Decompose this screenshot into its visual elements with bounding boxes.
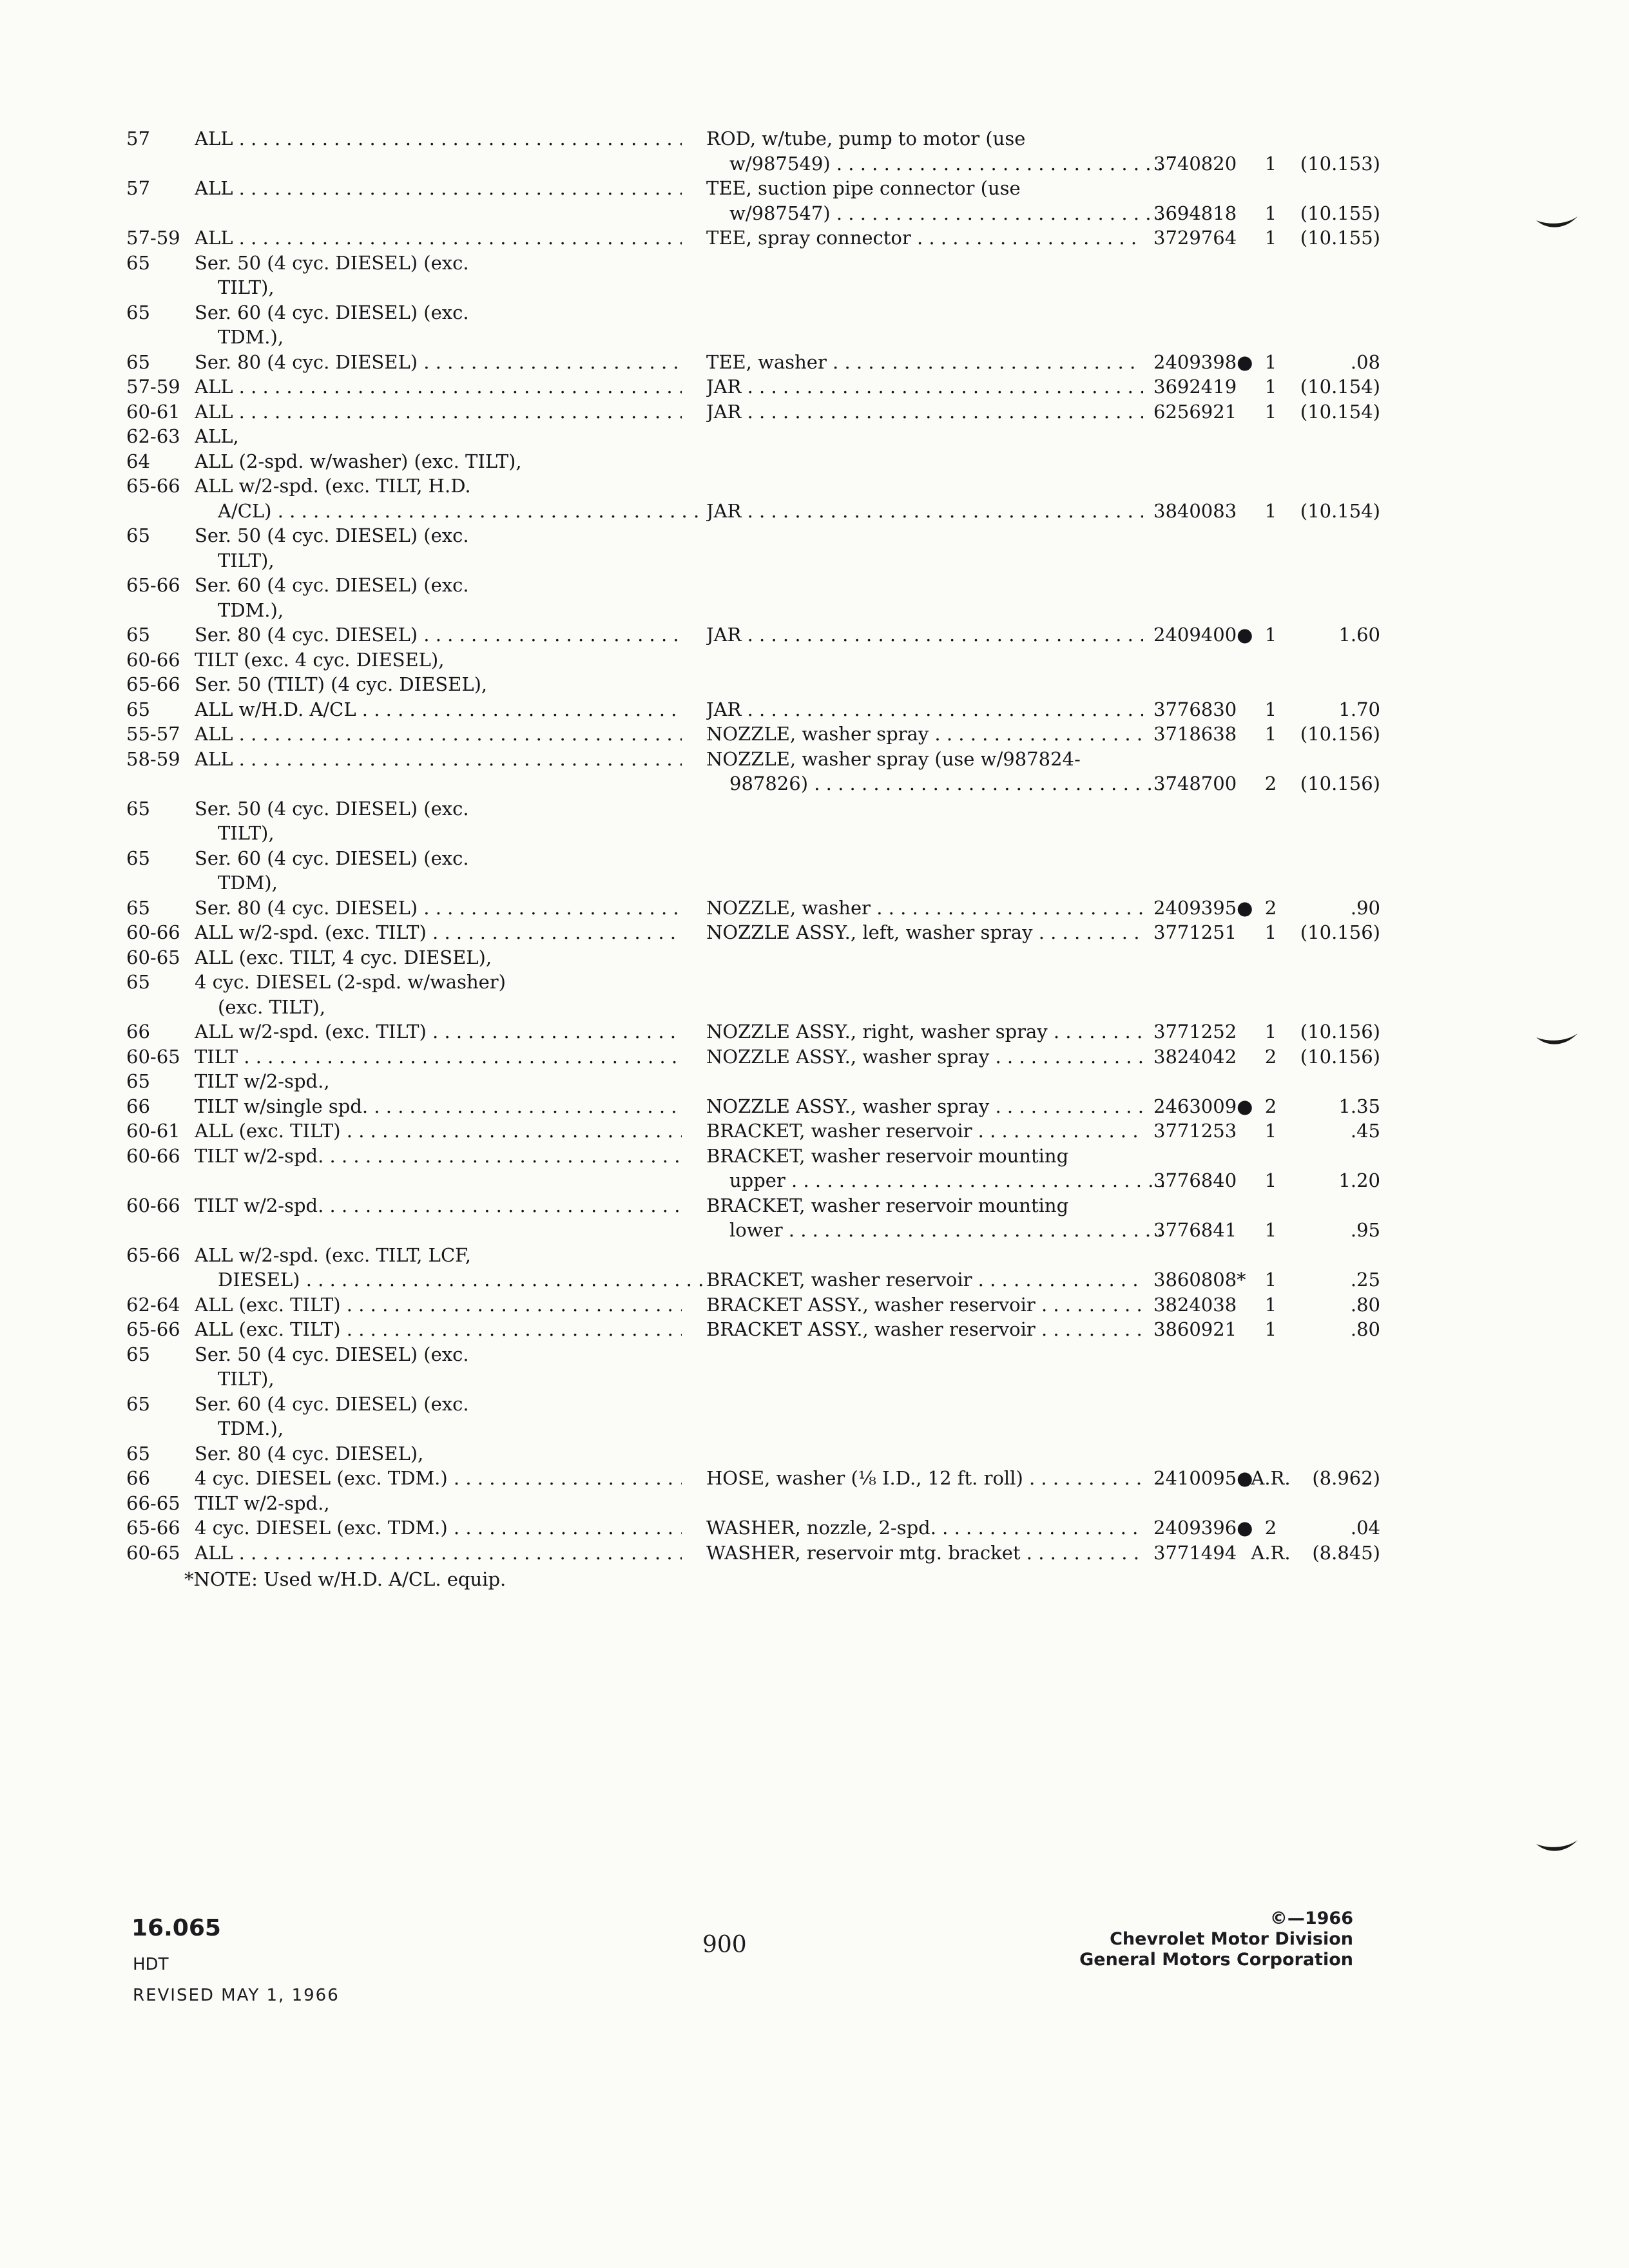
model-year: 65 — [126, 847, 150, 869]
part-description: 987826) . . . — [706, 771, 1166, 796]
table-row — [126, 1243, 1260, 1268]
part-number: 2409395● — [1153, 896, 1253, 919]
quantity: 1 — [1264, 1219, 1277, 1241]
application: TILT w/2-spd., — [195, 1070, 330, 1092]
table-row — [126, 1293, 1380, 1318]
application: TDM.), — [218, 599, 284, 621]
part-number: 3748700 — [1153, 773, 1237, 794]
section-number: 16.065 — [131, 1915, 221, 1941]
model-year: 57-59 — [126, 227, 180, 249]
table-row — [126, 251, 1260, 276]
price-or-group: 1.35 — [1338, 1095, 1380, 1117]
model-year: 60-66 — [126, 1194, 180, 1216]
part-number: 6256921 — [1153, 400, 1237, 423]
part-description: BRACKET, washer reservoir . . . — [706, 1267, 1143, 1293]
quantity: 1 — [1264, 1169, 1277, 1191]
application: TILT), — [218, 276, 275, 298]
part-description: BRACKET, washer reservoir . . . — [706, 1119, 1143, 1144]
price-or-group: (10.154) — [1300, 499, 1380, 522]
model-year: 65 — [126, 1392, 150, 1415]
part-description: w/987547) . . . — [706, 201, 1166, 226]
table-row — [126, 374, 1380, 399]
application: Ser. 60 (4 cyc. DIESEL) (exc. — [195, 574, 469, 596]
quantity: 1 — [1264, 1021, 1277, 1043]
application: ALL (2-spd. w/washer) (exc. TILT), — [195, 450, 522, 472]
table-row — [126, 821, 1260, 846]
model-year: 60-65 — [126, 1045, 180, 1068]
part-description: BRACKET, washer reservoir mounting — [706, 1144, 1069, 1167]
table-row — [126, 1267, 1380, 1293]
price-or-group: .80 — [1350, 1293, 1380, 1316]
quantity: 1 — [1264, 202, 1277, 224]
part-number: 3824038 — [1153, 1293, 1237, 1316]
quantity: 1 — [1264, 1269, 1277, 1291]
quantity: 1 — [1264, 400, 1277, 423]
model-year: 66 — [126, 1467, 150, 1489]
price-or-group: .95 — [1350, 1219, 1380, 1241]
application: Ser. 50 (4 cyc. DIESEL) (exc. — [195, 524, 469, 546]
application: TDM), — [218, 872, 278, 894]
application: Ser. 50 (4 cyc. DIESEL) (exc. — [195, 797, 469, 820]
application: Ser. 80 (4 cyc. DIESEL), — [195, 1442, 424, 1465]
table-row — [126, 1119, 1380, 1144]
application: ALL . . . — [195, 126, 682, 151]
price-or-group: (10.153) — [1300, 152, 1380, 175]
quantity: 1 — [1264, 351, 1277, 373]
model-year: 66 — [126, 1021, 150, 1043]
model-year: 57-59 — [126, 376, 180, 398]
part-description: TEE, washer . . . — [706, 350, 1143, 375]
model-year: 64 — [126, 450, 150, 472]
quantity: 1 — [1264, 227, 1277, 249]
part-number: 3771252 — [1153, 1021, 1237, 1043]
application: ALL w/H.D. A/CL . . . — [195, 697, 682, 722]
quantity: 1 — [1264, 152, 1277, 175]
application: Ser. 80 (4 cyc. DIESEL) . . . — [195, 622, 682, 648]
quantity: 1 — [1264, 499, 1277, 522]
model-year: 62-63 — [126, 425, 180, 447]
price-or-group: (10.156) — [1300, 773, 1380, 794]
table-row — [126, 870, 1260, 896]
part-description: NOZZLE ASSY., washer spray . . . — [706, 1094, 1143, 1119]
part-number: 3776840 — [1153, 1169, 1237, 1191]
part-number: 3740820 — [1153, 152, 1237, 175]
model-year: 65 — [126, 251, 150, 274]
table-row — [126, 1168, 1380, 1193]
application: ALL . . . — [195, 1541, 682, 1566]
application: TILT), — [218, 549, 275, 572]
application: A/CL) . . . — [195, 499, 705, 524]
application: ALL w/2-spd. (exc. TILT) . . . — [195, 920, 682, 945]
part-number: 3729764 — [1153, 227, 1237, 249]
model-year: 65 — [126, 698, 150, 720]
part-description: NOZZLE ASSY., left, washer spray . . . — [706, 920, 1143, 945]
part-description: upper . . . — [706, 1168, 1166, 1193]
part-description: BRACKET ASSY., washer reservoir . . . — [706, 1293, 1143, 1318]
part-number: 3692419 — [1153, 376, 1237, 398]
application: ALL . . . — [195, 226, 682, 251]
revision-date: REVISED MAY 1, 1966 — [133, 1986, 340, 2005]
model-year: 60-61 — [126, 1120, 180, 1142]
price-or-group: .80 — [1350, 1318, 1380, 1340]
table-row — [126, 126, 1260, 151]
model-year: 65-66 — [126, 1244, 180, 1266]
table-row — [126, 350, 1380, 375]
part-description: TEE, suction pipe connector (use — [706, 177, 1021, 199]
model-year: 66-65 — [126, 1492, 180, 1514]
table-row — [126, 474, 1260, 499]
application: Ser. 80 (4 cyc. DIESEL) . . . — [195, 350, 682, 375]
model-year: 65-66 — [126, 574, 180, 596]
application: TILT w/single spd. . . . — [195, 1094, 682, 1119]
model-year: 65 — [126, 1070, 150, 1092]
part-number: 2409398● — [1153, 351, 1253, 373]
part-description: ROD, w/tube, pump to motor (use — [706, 128, 1026, 149]
table-row — [126, 1019, 1380, 1044]
table-row — [126, 1441, 1260, 1466]
table-row — [126, 896, 1380, 921]
part-description: WASHER, nozzle, 2-spd. . . . — [706, 1515, 1143, 1541]
table-row — [126, 945, 1260, 970]
part-number: 3771253 — [1153, 1120, 1237, 1142]
part-number: 3840083 — [1153, 499, 1237, 522]
part-description: NOZZLE, washer . . . — [706, 896, 1143, 921]
model-year: 65 — [126, 1442, 150, 1465]
model-year: 60-65 — [126, 1541, 180, 1564]
table-row — [126, 226, 1380, 251]
binder-hole-mark-middle — [1535, 1031, 1579, 1050]
table-row — [126, 325, 1260, 350]
application: ALL . . . — [195, 722, 682, 747]
application: ALL w/2-spd. (exc. TILT) . . . — [195, 1019, 682, 1044]
table-row — [126, 1466, 1380, 1491]
table-row — [126, 622, 1380, 648]
table-row — [126, 648, 1260, 673]
copyright-block — [1079, 1908, 1353, 1970]
table-row — [126, 771, 1380, 796]
application: Ser. 60 (4 cyc. DIESEL) (exc. — [195, 847, 469, 869]
part-number: 3694818 — [1153, 202, 1237, 224]
application: ALL w/2-spd. (exc. TILT, H.D. — [195, 475, 471, 497]
price-or-group: .25 — [1350, 1269, 1380, 1291]
table-row — [126, 846, 1260, 871]
application: TILT w/2-spd., — [195, 1492, 330, 1514]
application: 4 cyc. DIESEL (exc. TDM.) . . . — [195, 1466, 682, 1491]
application: ALL . . . — [195, 747, 682, 772]
table-row — [126, 1317, 1380, 1342]
part-number: 3718638 — [1153, 723, 1237, 745]
part-number: 2409400● — [1153, 624, 1253, 646]
series-code: HDT — [133, 1955, 169, 1974]
model-year: 60-66 — [126, 921, 180, 943]
part-number: 3776830 — [1153, 698, 1237, 720]
table-row — [126, 151, 1380, 177]
table-row — [126, 722, 1380, 747]
model-year: 65 — [126, 351, 150, 373]
application: ALL . . . — [195, 374, 682, 399]
table-row — [126, 275, 1260, 300]
application: ALL (exc. TILT, 4 cyc. DIESEL), — [195, 946, 492, 968]
table-row — [126, 1541, 1380, 1566]
price-or-group: 1.20 — [1338, 1169, 1380, 1191]
table-row — [126, 796, 1260, 822]
price-or-group: (10.156) — [1300, 723, 1380, 745]
application: TDM.), — [218, 326, 284, 348]
table-row — [126, 201, 1380, 226]
part-description: NOZZLE, washer spray (use w/987824- — [706, 747, 1081, 770]
part-description: JAR . . . — [706, 374, 1143, 399]
application: Ser. 50 (TILT) (4 cyc. DIESEL), — [195, 673, 488, 695]
table-row — [126, 1367, 1260, 1392]
part-number: 3824042 — [1153, 1045, 1237, 1068]
table-row — [126, 1491, 1260, 1516]
table-row — [126, 399, 1380, 425]
table-row — [126, 499, 1380, 524]
application: 4 cyc. DIESEL (exc. TDM.) . . . — [195, 1515, 682, 1541]
model-year: 57 — [126, 128, 150, 149]
part-description: HOSE, washer (⅛ I.D., 12 ft. roll) . . . — [706, 1466, 1143, 1491]
table-row — [126, 1416, 1260, 1441]
division-name: Chevrolet Motor Division — [1110, 1929, 1353, 1949]
part-number: 2410095● — [1153, 1467, 1253, 1489]
price-or-group: (10.154) — [1300, 400, 1380, 423]
price-or-group: (10.156) — [1300, 921, 1380, 943]
table-row — [126, 1094, 1380, 1119]
model-year: 60-65 — [126, 946, 180, 968]
part-description: NOZZLE ASSY., washer spray . . . — [706, 1044, 1143, 1070]
catalog-rows — [126, 126, 1380, 1565]
application: Ser. 60 (4 cyc. DIESEL) (exc. — [195, 301, 469, 323]
part-description: NOZZLE ASSY., right, washer spray . . . — [706, 1019, 1143, 1044]
table-row — [126, 424, 1260, 449]
application: TILT), — [218, 1368, 275, 1390]
parts-catalog-table — [126, 126, 1380, 1592]
part-description: BRACKET ASSY., washer reservoir . . . — [706, 1317, 1143, 1342]
application: (exc. TILT), — [218, 995, 326, 1018]
binder-hole-mark-bottom — [1535, 1838, 1579, 1857]
page-number: 900 — [702, 1932, 747, 1958]
price-or-group: 1.60 — [1338, 624, 1380, 646]
application: ALL . . . — [195, 399, 682, 425]
part-description: WASHER, reservoir mtg. bracket . . . — [706, 1541, 1143, 1566]
price-or-group: (10.156) — [1300, 1045, 1380, 1068]
price-or-group: (8.962) — [1312, 1467, 1380, 1489]
part-description: JAR . . . — [706, 399, 1143, 425]
application: ALL (exc. TILT) . . . — [195, 1119, 682, 1144]
quantity: 2 — [1264, 896, 1277, 919]
application: TILT w/2-spd. . . . — [195, 1144, 682, 1169]
price-or-group: .90 — [1350, 896, 1380, 919]
table-row — [126, 920, 1380, 945]
copyright-line: ©—1966 — [1269, 1908, 1353, 1928]
model-year: 60-66 — [126, 648, 180, 671]
quantity: 1 — [1264, 1293, 1277, 1316]
model-year: 66 — [126, 1095, 150, 1117]
quantity: A.R. — [1251, 1541, 1291, 1564]
table-row — [126, 548, 1260, 573]
corporation-name: General Motors Corporation — [1079, 1950, 1353, 1970]
part-number: 2463009● — [1153, 1095, 1253, 1117]
price-or-group: .04 — [1350, 1517, 1380, 1539]
model-year: 58-59 — [126, 747, 180, 770]
model-year: 65 — [126, 1343, 150, 1365]
quantity: A.R. — [1251, 1467, 1291, 1489]
quantity: 2 — [1264, 1517, 1277, 1539]
model-year: 65-66 — [126, 1517, 180, 1539]
application: Ser. 50 (4 cyc. DIESEL) (exc. — [195, 1343, 469, 1365]
application: 4 cyc. DIESEL (2-spd. w/washer) — [195, 971, 506, 993]
part-description: NOZZLE, washer spray . . . — [706, 722, 1143, 747]
part-number: 3776841 — [1153, 1219, 1237, 1241]
quantity: 1 — [1264, 1120, 1277, 1142]
part-description: w/987549) . . . — [706, 151, 1166, 177]
application: DIESEL) . . . — [195, 1267, 705, 1293]
quantity: 1 — [1264, 698, 1277, 720]
table-row — [126, 1144, 1260, 1169]
price-or-group: (10.156) — [1300, 1021, 1380, 1043]
model-year: 65-66 — [126, 1318, 180, 1340]
model-year: 65-66 — [126, 475, 180, 497]
table-row — [126, 1515, 1380, 1541]
model-year: 65 — [126, 896, 150, 919]
price-or-group: (10.155) — [1300, 202, 1380, 224]
table-row — [126, 672, 1260, 697]
table-row — [126, 747, 1260, 772]
part-description: lower . . . — [706, 1218, 1166, 1243]
part-description: JAR . . . — [706, 499, 1143, 524]
quantity: 2 — [1264, 1095, 1277, 1117]
quantity: 1 — [1264, 376, 1277, 398]
model-year: 60-66 — [126, 1144, 180, 1167]
part-description: TEE, spray connector . . . — [706, 226, 1143, 251]
quantity: 2 — [1264, 773, 1277, 794]
table-row — [126, 523, 1260, 548]
footnote: *NOTE: Used w/H.D. A/CL. equip. — [184, 1568, 506, 1590]
table-row — [126, 573, 1260, 598]
application: TILT (exc. 4 cyc. DIESEL), — [195, 648, 445, 671]
part-number: 3771251 — [1153, 921, 1237, 943]
model-year: 65 — [126, 301, 150, 323]
model-year: 55-57 — [126, 723, 180, 745]
application: ALL (exc. TILT) . . . — [195, 1317, 682, 1342]
application: Ser. 80 (4 cyc. DIESEL) . . . — [195, 896, 682, 921]
quantity: 1 — [1264, 624, 1277, 646]
binder-hole-mark-top — [1535, 214, 1579, 233]
application: TDM.), — [218, 1418, 284, 1439]
quantity: 2 — [1264, 1045, 1277, 1068]
table-row — [126, 598, 1260, 623]
part-number: 3860808* — [1153, 1269, 1246, 1291]
quantity: 1 — [1264, 723, 1277, 745]
model-year: 65 — [126, 524, 150, 546]
model-year: 62-64 — [126, 1293, 180, 1316]
model-year: 60-61 — [126, 400, 180, 423]
table-row — [126, 449, 1260, 474]
table-row — [126, 970, 1260, 995]
part-number: 3771494 — [1153, 1541, 1237, 1564]
price-or-group: (10.154) — [1300, 376, 1380, 398]
part-description: JAR . . . — [706, 622, 1143, 648]
table-row — [126, 176, 1260, 201]
price-or-group: .45 — [1350, 1120, 1380, 1142]
application: Ser. 60 (4 cyc. DIESEL) (exc. — [195, 1392, 469, 1415]
price-or-group: (10.155) — [1300, 227, 1380, 249]
application: Ser. 50 (4 cyc. DIESEL) (exc. — [195, 251, 469, 274]
part-description: JAR . . . — [706, 697, 1143, 722]
quantity: 1 — [1264, 1318, 1277, 1340]
model-year: 65 — [126, 624, 150, 646]
model-year: 57 — [126, 177, 150, 199]
part-number: 2409396● — [1153, 1517, 1253, 1539]
model-year: 65 — [126, 797, 150, 820]
price-or-group: (8.845) — [1312, 1541, 1380, 1564]
application: ALL, — [195, 425, 239, 447]
table-row — [126, 1069, 1260, 1094]
application: ALL w/2-spd. (exc. TILT, LCF, — [195, 1244, 471, 1266]
table-row — [126, 995, 1260, 1020]
table-row — [126, 1218, 1380, 1243]
table-row — [126, 300, 1260, 325]
model-year: 65 — [126, 971, 150, 993]
price-or-group: .08 — [1350, 351, 1380, 373]
quantity: 1 — [1264, 921, 1277, 943]
application: TILT w/2-spd. . . . — [195, 1193, 682, 1218]
table-row — [126, 1392, 1260, 1417]
application: ALL . . . — [195, 176, 682, 201]
table-row — [126, 1044, 1380, 1070]
price-or-group: 1.70 — [1338, 698, 1380, 720]
part-number: 3860921 — [1153, 1318, 1237, 1340]
application: ALL (exc. TILT) . . . — [195, 1293, 682, 1318]
table-row — [126, 697, 1380, 722]
model-year: 65-66 — [126, 673, 180, 695]
application: TILT . . . — [195, 1044, 682, 1070]
table-row — [126, 1193, 1260, 1218]
application: TILT), — [218, 822, 275, 844]
table-row — [126, 1342, 1260, 1367]
part-description: BRACKET, washer reservoir mounting — [706, 1194, 1069, 1216]
